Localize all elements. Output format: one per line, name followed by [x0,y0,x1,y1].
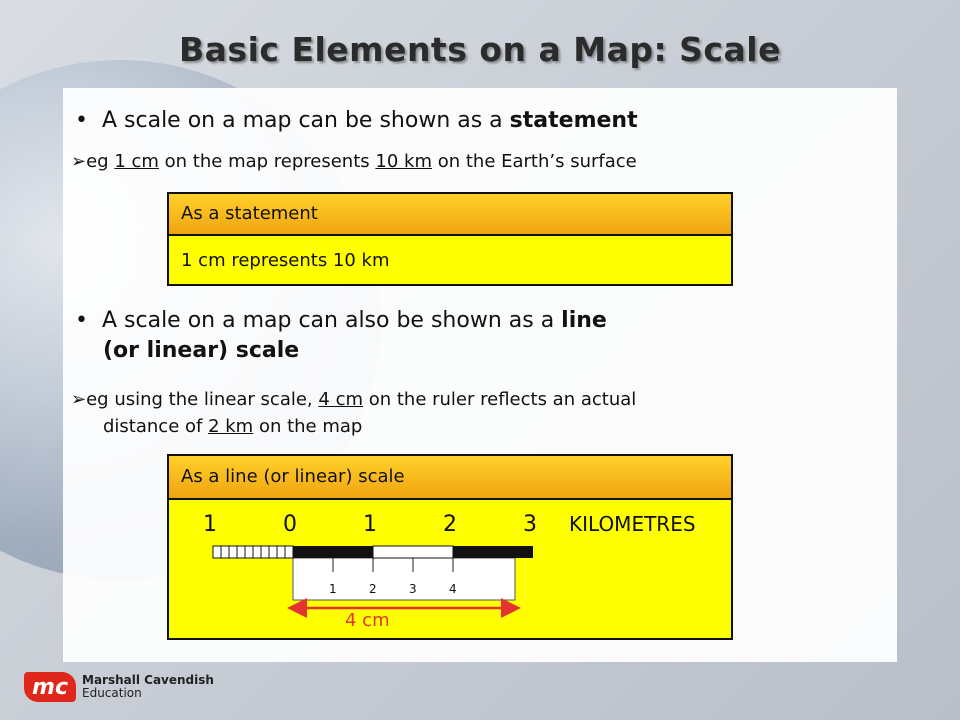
bullet-statement-bold: statement [509,108,638,133]
ruler-label: 1 [329,582,337,596]
bullet-linear-bold-2: (or linear) scale [103,338,300,363]
bullet-statement [75,106,638,136]
sub-statement-example: ➢eg 1 cm on the map represents 10 km on the Earth’s surface [71,151,637,172]
bullet-linear-bold: line [561,308,607,333]
publisher-logo [24,672,214,702]
content-panel [63,88,897,662]
statement-box-body: 1 cm represents 10 km [181,250,390,271]
logo-text: Marshall Cavendish Education [82,673,214,700]
ruler-label: 3 [409,582,417,596]
bullet-linear [75,306,607,366]
linear-scale-bar [169,456,731,638]
linear-scale-box [167,454,733,640]
statement-box [167,192,733,286]
scale-label: 1 [363,512,377,537]
bullet-linear-text: A scale on a map can also be shown as a [101,308,562,333]
arrow-bullet-icon: ➢ [71,389,87,410]
scale-segment [453,546,533,558]
mc-logo-icon: mc [24,672,76,702]
linear-box-header: As a line (or linear) scale [169,456,731,500]
bullet-dot: • [75,308,88,333]
sub-linear-example: ➢eg using the linear scale, 4 cm on the ruler reflects an actual distance of 2 km on the map [71,389,637,437]
ruler [293,558,515,600]
slide-title: Basic Elements on a Map: Scale [179,30,781,69]
arrow-bullet-icon: ➢ [71,151,87,172]
unit-label: KILOMETRES [569,512,696,536]
measure-label: 4 cm [345,610,390,631]
ruler-label: 4 [449,582,457,596]
statement-box-header: As a statement [169,194,731,236]
scale-segment [293,546,373,558]
scale-segment [373,546,453,558]
ruler-label: 2 [369,582,377,596]
bullet-statement-text: A scale on a map can be shown as a [101,108,510,133]
bullet-dot: • [75,108,88,133]
scale-label: 1 [203,512,217,537]
scale-label: 3 [523,512,537,537]
scale-label: 0 [283,512,297,537]
scale-label: 2 [443,512,457,537]
